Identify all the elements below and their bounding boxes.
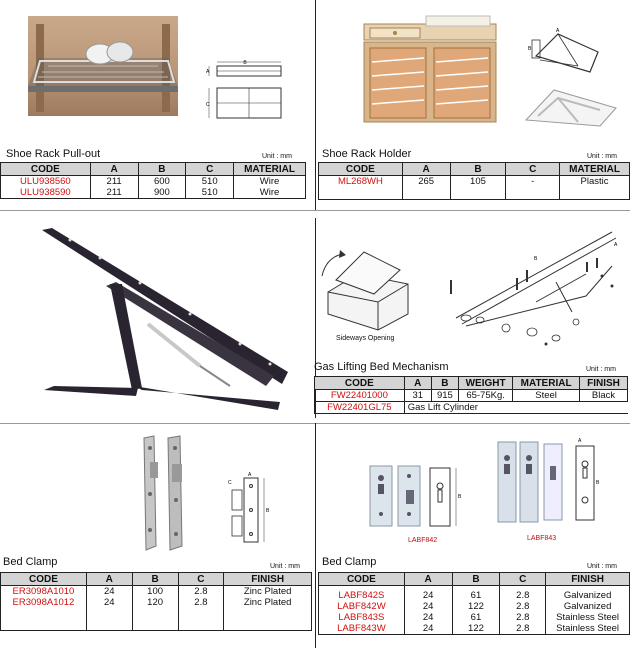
gas-lift-exploded-diagram bbox=[436, 226, 626, 354]
col-c: C bbox=[500, 573, 546, 586]
a-cell: 24 bbox=[404, 586, 452, 602]
table-row bbox=[1, 176, 306, 188]
sideways-opening-illustration bbox=[318, 244, 414, 336]
col-material: MATERIAL bbox=[560, 163, 630, 176]
code-cell: ML268WH bbox=[319, 176, 403, 200]
finish-cell: Black bbox=[579, 390, 627, 402]
a-cell: 24 bbox=[404, 623, 452, 635]
gas-lifting-unit: Unit : mm bbox=[586, 366, 616, 373]
dim-label-b: B bbox=[243, 60, 247, 66]
c-cell: 2.8 bbox=[500, 586, 546, 602]
code-cell: LABF842W bbox=[319, 601, 405, 612]
a-cell: 24 bbox=[404, 612, 452, 623]
col-finish: FINISH bbox=[546, 573, 630, 586]
table-row-filler bbox=[1, 608, 312, 630]
c-cell: 2.8 bbox=[500, 612, 546, 623]
holder-hinge-diagram bbox=[528, 26, 608, 78]
col-code: CODE bbox=[1, 573, 87, 586]
a-cell: 211 bbox=[90, 187, 138, 199]
code-cell: ER3098A1010 bbox=[1, 586, 87, 598]
dim-label-b: B bbox=[596, 480, 600, 486]
code-cell: ER3098A1012 bbox=[1, 597, 87, 608]
col-finish: FINISH bbox=[579, 377, 627, 390]
a-cell: 211 bbox=[90, 176, 138, 188]
table-header bbox=[319, 163, 630, 176]
shoe-rack-holder-table bbox=[318, 162, 630, 200]
shoe-rack-holder-title: Shoe Rack Holder bbox=[322, 148, 412, 160]
table-header bbox=[315, 377, 628, 390]
bed-clamp-left-unit: Unit : mm bbox=[270, 563, 300, 570]
code-cell: FW22401GL75 bbox=[315, 402, 405, 414]
a-cell: 265 bbox=[402, 176, 450, 200]
col-finish: FINISH bbox=[224, 573, 312, 586]
weight-cell: 65-75Kg. bbox=[458, 390, 512, 402]
col-c: C bbox=[186, 163, 234, 176]
b-cell: 915 bbox=[431, 390, 458, 402]
table-header bbox=[1, 573, 312, 586]
col-weight: WEIGHT bbox=[458, 377, 512, 390]
table-row bbox=[319, 612, 630, 623]
col-b: B bbox=[132, 573, 178, 586]
a-cell: 24 bbox=[86, 586, 132, 598]
c-cell: 510 bbox=[186, 187, 234, 199]
material-cell: Wire bbox=[234, 187, 306, 199]
table-row bbox=[1, 597, 312, 608]
table-header bbox=[1, 163, 306, 176]
gas-lift-mechanism-illustration bbox=[30, 226, 295, 416]
c-cell: 2.8 bbox=[500, 623, 546, 635]
bed-clamp-photo bbox=[136, 434, 196, 552]
gas-lifting-title: Gas Lifting Bed Mechanism bbox=[314, 361, 449, 373]
col-material: MATERIAL bbox=[234, 163, 306, 176]
table-row bbox=[319, 623, 630, 635]
col-code: CODE bbox=[315, 377, 405, 390]
col-code: CODE bbox=[319, 573, 405, 586]
finish-cell: Stainless Steel bbox=[546, 623, 630, 635]
c-cell: 2.8 bbox=[178, 586, 224, 598]
col-code: CODE bbox=[1, 163, 91, 176]
bed-clamp-right-title: Bed Clamp bbox=[322, 556, 377, 568]
sideways-opening-caption: Sideways Opening bbox=[336, 335, 395, 342]
dim-label-b: B bbox=[458, 494, 462, 500]
finish-cell: Galvanized bbox=[546, 586, 630, 602]
finish-cell: Stainless Steel bbox=[546, 612, 630, 623]
b-cell: 900 bbox=[138, 187, 186, 199]
shoe-rack-pullout-unit: Unit : mm bbox=[262, 153, 292, 160]
col-a: A bbox=[404, 377, 431, 390]
b-cell: 105 bbox=[450, 176, 506, 200]
labf843-label: LABF843 bbox=[527, 535, 557, 542]
col-a: A bbox=[90, 163, 138, 176]
bed-clamp-right-table bbox=[318, 572, 630, 635]
labf842-photo bbox=[366, 462, 476, 530]
dim-label-a: A bbox=[578, 438, 582, 444]
gas-lifting-table bbox=[314, 376, 628, 414]
shoe-rack-pullout-photo bbox=[28, 16, 178, 116]
bed-clamp-left-title: Bed Clamp bbox=[3, 556, 58, 568]
code-cell: LABF842S bbox=[319, 586, 405, 602]
dim-label-c: C bbox=[228, 480, 232, 486]
dim-label-b: B bbox=[528, 46, 532, 52]
a-cell: 31 bbox=[404, 390, 431, 402]
table-row bbox=[1, 586, 312, 598]
material-cell: Plastic bbox=[560, 176, 630, 200]
holder-part-illustration bbox=[520, 86, 624, 130]
table-row bbox=[319, 176, 630, 200]
material-cell: Wire bbox=[234, 176, 306, 188]
description-cell: Gas Lift Cylinder bbox=[404, 402, 627, 414]
code-cell: LABF843S bbox=[319, 612, 405, 623]
a-cell: 24 bbox=[86, 597, 132, 608]
bed-clamp-right-unit: Unit : mm bbox=[587, 563, 617, 570]
table-header bbox=[319, 573, 630, 586]
b-cell: 61 bbox=[452, 612, 500, 623]
shoe-rack-pullout-diagram bbox=[205, 60, 285, 122]
dim-label-c: C bbox=[206, 102, 210, 108]
c-cell: 2.8 bbox=[500, 601, 546, 612]
code-cell: LABF843W bbox=[319, 623, 405, 635]
col-code: CODE bbox=[319, 163, 403, 176]
shoe-rack-pullout-title: Shoe Rack Pull-out bbox=[6, 148, 101, 160]
divider-top bbox=[315, 0, 316, 210]
b-cell: 122 bbox=[452, 601, 500, 612]
col-material: MATERIAL bbox=[513, 377, 580, 390]
col-b: B bbox=[450, 163, 506, 176]
c-cell: 2.8 bbox=[178, 597, 224, 608]
table-row bbox=[315, 402, 628, 414]
dim-label-a: A bbox=[248, 472, 252, 478]
table-row bbox=[319, 601, 630, 612]
shoe-rack-illustration bbox=[28, 16, 178, 116]
c-cell: - bbox=[506, 176, 560, 200]
finish-cell: Zinc Plated bbox=[224, 586, 312, 598]
dim-label-a: A bbox=[206, 69, 210, 75]
bed-clamp-diagram bbox=[226, 470, 276, 546]
table-row bbox=[315, 390, 628, 402]
b-cell: 120 bbox=[132, 597, 178, 608]
col-b: B bbox=[431, 377, 458, 390]
material-cell: Steel bbox=[513, 390, 580, 402]
labf842-label: LABF842 bbox=[408, 537, 438, 544]
dim-label-b: B bbox=[266, 508, 270, 514]
col-b: B bbox=[138, 163, 186, 176]
b-cell: 100 bbox=[132, 586, 178, 598]
finish-cell: Galvanized bbox=[546, 601, 630, 612]
col-a: A bbox=[86, 573, 132, 586]
code-cell: FW22401000 bbox=[315, 390, 405, 402]
dim-label-a: A bbox=[614, 242, 618, 248]
shoe-rack-pullout-table bbox=[0, 162, 306, 199]
shoe-cabinet-illustration bbox=[360, 14, 500, 126]
c-cell: 510 bbox=[186, 176, 234, 188]
divider-row1 bbox=[0, 210, 630, 211]
shoe-rack-holder-unit: Unit : mm bbox=[587, 153, 617, 160]
code-cell: ULU938590 bbox=[1, 187, 91, 199]
finish-cell: Zinc Plated bbox=[224, 597, 312, 608]
col-c: C bbox=[506, 163, 560, 176]
dim-label-a: A bbox=[556, 28, 560, 34]
a-cell: 24 bbox=[404, 601, 452, 612]
table-row bbox=[1, 187, 306, 199]
b-cell: 61 bbox=[452, 586, 500, 602]
b-cell: 122 bbox=[452, 623, 500, 635]
labf843-photo bbox=[496, 436, 606, 526]
code-cell: ULU938560 bbox=[1, 176, 91, 188]
b-cell: 600 bbox=[138, 176, 186, 188]
dim-label-b: B bbox=[534, 256, 538, 262]
table-row bbox=[319, 586, 630, 602]
bed-clamp-left-table bbox=[0, 572, 312, 631]
divider-bottom bbox=[315, 423, 316, 648]
col-c: C bbox=[178, 573, 224, 586]
col-b: B bbox=[452, 573, 500, 586]
col-a: A bbox=[404, 573, 452, 586]
col-a: A bbox=[402, 163, 450, 176]
